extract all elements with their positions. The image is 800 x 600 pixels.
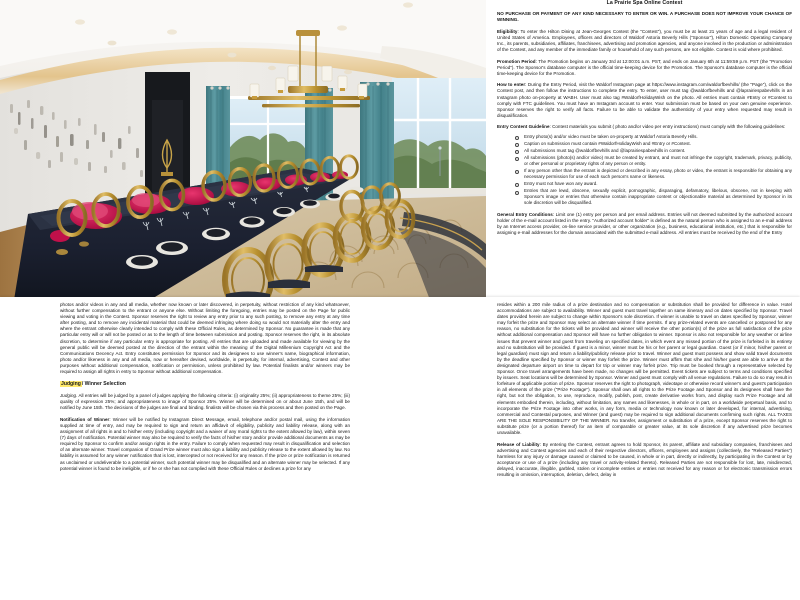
section-entry-content-guideline xyxy=(497,124,792,130)
section-entry-content-guideline-label: Entry Content Guideline xyxy=(497,124,550,130)
section-entry-content-guideline-body: : Contest materials you submit ( photo and/or video per entry instructions) must comply with the following guidelines: xyxy=(549,124,786,130)
notification-of-winner-label: Notification of Winner xyxy=(60,416,110,422)
release-of-liability-label: Release of Liability xyxy=(497,441,540,447)
front-left-paragraph-1: photos and/or videos in any and all media, whether now known or later discovered, in perpetuity, without restriction of any kind whatsoever, without further compensation to the entrant or anyone else. Without limiting the foregoing, entries may be posted on the Page for public viewing and voting in the Contest. Sponsor reserves the right to review any entry prior to any such posting, to remove any entry at any time after posting, and to remove any incidental material that could be deemed infringing where doing so would not materially alter the entry and where the entrant otherwise clearly intended to comply with these Official Rules, as determined by Sponsor. No guarantee is made that any particular entry will or will not be posted or as to the length of time between submission and posting. Sponsor reserves the right, in its absolute discretion, to determine if any particular entry is appropriate for posting. All entries that are uploaded and made available for viewing by the general public will be deemed posted at the direction of the entrant within the meaning of the Digital Millennium Copyright Act and the Communications Decency Act. Entry constitutes permission for Sponsor and its designees to use winner's name, biographical information, photo and/or likeness in any and all media, now or hereafter devised, worldwide, in perpetuity, for internal, advertising, Contest and other purposes without additional compensation, notification or permission, unless prohibited by law. Potential finalists and/or winners may be required to assign all rights in entry to Sponsor without additional compensation. xyxy=(60,302,350,375)
section-eligibility xyxy=(497,29,792,53)
judging-label: Judging xyxy=(60,393,77,399)
section-general-entry-conditions-label: General Entry Conditions xyxy=(497,212,553,218)
section-eligibility-body: : To enter the Hilton Dining at Jean-Georges Contest (the "Contest"), you must be at least 21 years of age and a legal resident of United States of America. Employees, officers and directors of Waldorf Astoria Beverly Hills ("Sponsor"), Hilton Domestic Operating Company Inc., its parents, subsidiaries, affiliates, franchisees, advertising and promotion agencies, and anyone involved in the production or administration of the Contest, and any member of the immediate family or household of any such persons, are not eligible. Contest is void where prohibited. xyxy=(497,28,792,52)
document-title: La Prairie Spa Online Contest xyxy=(606,0,683,6)
section-promotion-period-label: Promotion Period xyxy=(497,58,536,64)
no-purchase-heading: NO PURCHASE OR PAYMENT OF ANY KIND NECESSARY TO ENTER OR WIN. A PURCHASE DOES NOT IMPROVE YOUR CHANCE OF WINNING. xyxy=(497,11,792,23)
notification-of-winner-body: : Winner will be notified by Instagram Direct Message, email, telephone and/or postal mail, using the information supplied at time of entry, and may be required to sign and return an affidavit of eligibility, publicity and liability release, along with an assignment of all rights in and to his/her entry (including copyright and a waiver of any moral rights to the extent allowed by law), within seven (7) days of notification. Potential winner may also be required to verify the facts of his/her story and/or provide additional documents as may be required by Sponsor to confirm and/or assign rights in the entry. Failure to comply when requested may result in disqualification and selection of an alternate winner. Travel companion of Grand Prize winner must also sign a liability and publicity release to the extent allowed by law. No liability is assumed for any winner notification that is lost, intercepted or not received for any reason. If the prize or prize notification is returned as unclaimed or undeliverable to a potential winner, such potential winner may be disqualified and an alternate winner may be selected. If any potential winner is found to be ineligible, or if he or she has not complied with these Official Rules or declines a prize for any xyxy=(60,416,350,471)
section-how-to-enter-label: How to enter xyxy=(497,82,526,88)
front-right-paragraph-1: resides within a 200 mile radius of a prize destination and no compensation or substitution shall be provided for difference in value. Hotel accommodations are subject to availability. Winner and guest must travel together on same itinerary and on dates specified by Sponsor. Travel dates provided herein are subject to change within Sponsor's sole discretion. If winner is unable to travel on dates specified by Sponsor, winner may forfeit the prize and Sponsor may select an alternate winner if time permits. If any prize-related events are cancelled or postponed for any reason, no substitution for the tickets will be provided and winner will receive the other portion(s) of the prize as full satisfaction of the prize without additional compensation and Sponsor will have no further obligation to winner. Sponsor is also not responsible for any weather or airline issues that prevent winner and guest from traveling on specified dates, in which event any missed portion of the prize is forfeited in its entirety and no substitution will be provided. If guest is a minor, winner must be his or her parent or legal guardian. Guest (or if minor, his/her parent or legal guardian) must sign and return a liability/publicity release prior to travel. Winner and guest must possess and show valid travel documents by the deadline specified by Sponsor or winner may forfeit the prize. Winner must affirm that s/he and his/her guest are able to arrive at the designated departure airport on time to depart for trip or winner may forfeit prize. Trip must be booked through a representative selected by Sponsor. Once travel arrangements have been made, no changes will be permitted. Event tickets are subject to terms and conditions specified by issuers. Seat locations will be determined by Sponsor. Winner and guest must comply with all venue regulations. Failure to do so may result in forfeiture of applicable portion of prize. Sponsor reserves the right to photograph, videotape or otherwise record winner's and guest's participation in all elements of the prize ("Prize Footage"). Sponsor shall own all rights to the Prize Footage and Sponsor and its designees shall have the right, but not the obligation, to use, reproduce, modify, publish, post, create derivative works from, and display such Prize Footage and all elements embodied therein, including, without limitation, any names and likenesses, in whole or in part, on a worldwide perpetual basis, and to incorporate the Prize Footage into other works, in any form, media or technology now known or later developed, for internal, advertising, commercial and Contestal purposes, and Winner (and guest) may be required to sign additional documents confirming such rights. ALL TAXES ARE THE SOLE RESPONSIBILITY OF THE WINNER. No transfer, assignment or substitution of a prize, except Sponsor reserves the right to substitute prize (or a portion thereof) for an item of comparable or greater value, at its sole discretion if any advertised prize becomes unavailable. xyxy=(497,302,792,435)
judging-winner-selection-heading xyxy=(60,381,350,388)
section-how-to-enter xyxy=(497,82,792,119)
section-eligibility-label: Eligibility xyxy=(497,28,518,34)
judging-body: . All entries will be judged by a panel of judges applying the following criteria: (i) originality 25%; (ii) appropriateness to theme 25%; (iii) quality of expression 25%; and appropriateness to image of Sponsor 25%. Winner will be determined on or about June 15th, and will be notified by June 15th. The decisions of the judges are final and binding. finalists will be chosen via this process and then posted on the Page. xyxy=(60,393,350,411)
release-of-liability-paragraph xyxy=(497,442,792,479)
list-item: All submissions must tag @waldorfbevhills and @laprairiespabevhills in content. xyxy=(515,148,792,154)
judging-paragraph xyxy=(60,393,350,411)
section-promotion-period-body: : The Promotion begins on January 3rd at 12:00:01 a.m. PST, and ends on January 6th at 11:59:59 p.m. PST (the "Promotion Period"). The Sponsor's database computer is the official time-keeping device for the Promotion. The Sponsor's database computer is the official time-keeping device for the Promotion. xyxy=(497,58,792,76)
section-general-entry-conditions xyxy=(497,212,792,236)
list-item: Entries that are lewd, obscene, sexually explicit, pornographic, disparaging, defamatory, libelous, obscene, not in keeping with Sponsor's image or entries that otherwise contain inappropriate content or objectionable material as determined by Sponsor in its sole discretion will be disqualified. xyxy=(515,188,792,206)
front-page-right-column xyxy=(497,302,792,484)
list-item: Entry must not have won any award. xyxy=(515,181,792,187)
front-document-page xyxy=(0,297,800,600)
front-page-left-column xyxy=(60,302,350,477)
back-page-right-column xyxy=(497,0,792,242)
judging-heading-highlight: Judging xyxy=(61,380,81,387)
list-item: Entry photo(s) and/or video must be taken on-property at Waldorf Astoria Beverly Hills. xyxy=(515,134,792,140)
entry-guideline-bullet-list xyxy=(497,134,792,207)
dining-room-photo xyxy=(0,0,486,300)
notification-of-winner-paragraph xyxy=(60,417,350,472)
section-promotion-period xyxy=(497,59,792,77)
dining-room-photo-illustration xyxy=(0,0,486,300)
list-item: Caption on submission must contain #WaldorfHolidayWish and #Entry or #Contest. xyxy=(515,141,792,147)
list-item: All submissions (photo(s) and/or video) must be created by entrant, and must not infringe the copyright, trademark, privacy, publicity, or other personal or proprietary rights of any person or entity. xyxy=(515,155,792,167)
judging-heading-rest: / Winner Selection xyxy=(81,380,126,387)
section-how-to-enter-body: : During the Entry Period, visit the Waldorf Instagram page at https://www.instagram.com/waldorfbevhills/ (the "Page"), click on the Contest post, and then follow the instructions to complete the entry. To enter, user must tag @waldorfbevhills and @laprairiespabevhills in an Instagram photo on-property at WABH. User must also tag #WaldorfHolidayWish on the photo. All entries must contain #Entry or #Contest to comply with FTC guidelines. You must have an Instagram account to enter. Your submission must be based on your own genuine experience. Sponsor reserves the right to verify all facts. Failure to be able to validate the authenticity of your entry when requested may result in disqualification. xyxy=(497,82,792,118)
section-general-entry-conditions-body: : Limit one (1) entry per person and per email address. Entries will not deemed submitted by the authorized account holder of the e-mail account listed in the entry. "Authorized account holder" is defined as the natural person who is assigned to an e-mail address by an Internet access provider, on-line service provider, or other organization (e.g., business, educational institution, etc.) that is responsible for assigning e-mail addresses for the domain associated with the submitted e-mail address. All entries must be received by the end of the Entry xyxy=(497,212,792,236)
release-of-liability-body: : By entering the Contest, entrant agrees to hold Sponsor, its parent, affiliate and subsidiary companies, franchisees and advertising and Contest agencies and each of their respective directors, officers, employees and assigns (collectively, the "Released Parties") harmless for any injury or damage caused or claimed to be caused, in whole or in part, directly or indirectly, by participating in the Contest or by acceptance or use of a prize (including any travel or activity-related thereto). Released Parties are not responsible for lost, late, misdirected, delayed, inaccurate, illegible, garbled, stolen or incomplete entries or entries not received for any reason or for electronic transmission errors resulting in omission, interruption, deletion, defect, delay in xyxy=(497,441,792,478)
list-item: If any person other than the entrant is depicted or described in any essay, photo or video, the entrant is responsible for obtaining any necessary permission for use of each such person's name or likeness. xyxy=(515,168,792,180)
